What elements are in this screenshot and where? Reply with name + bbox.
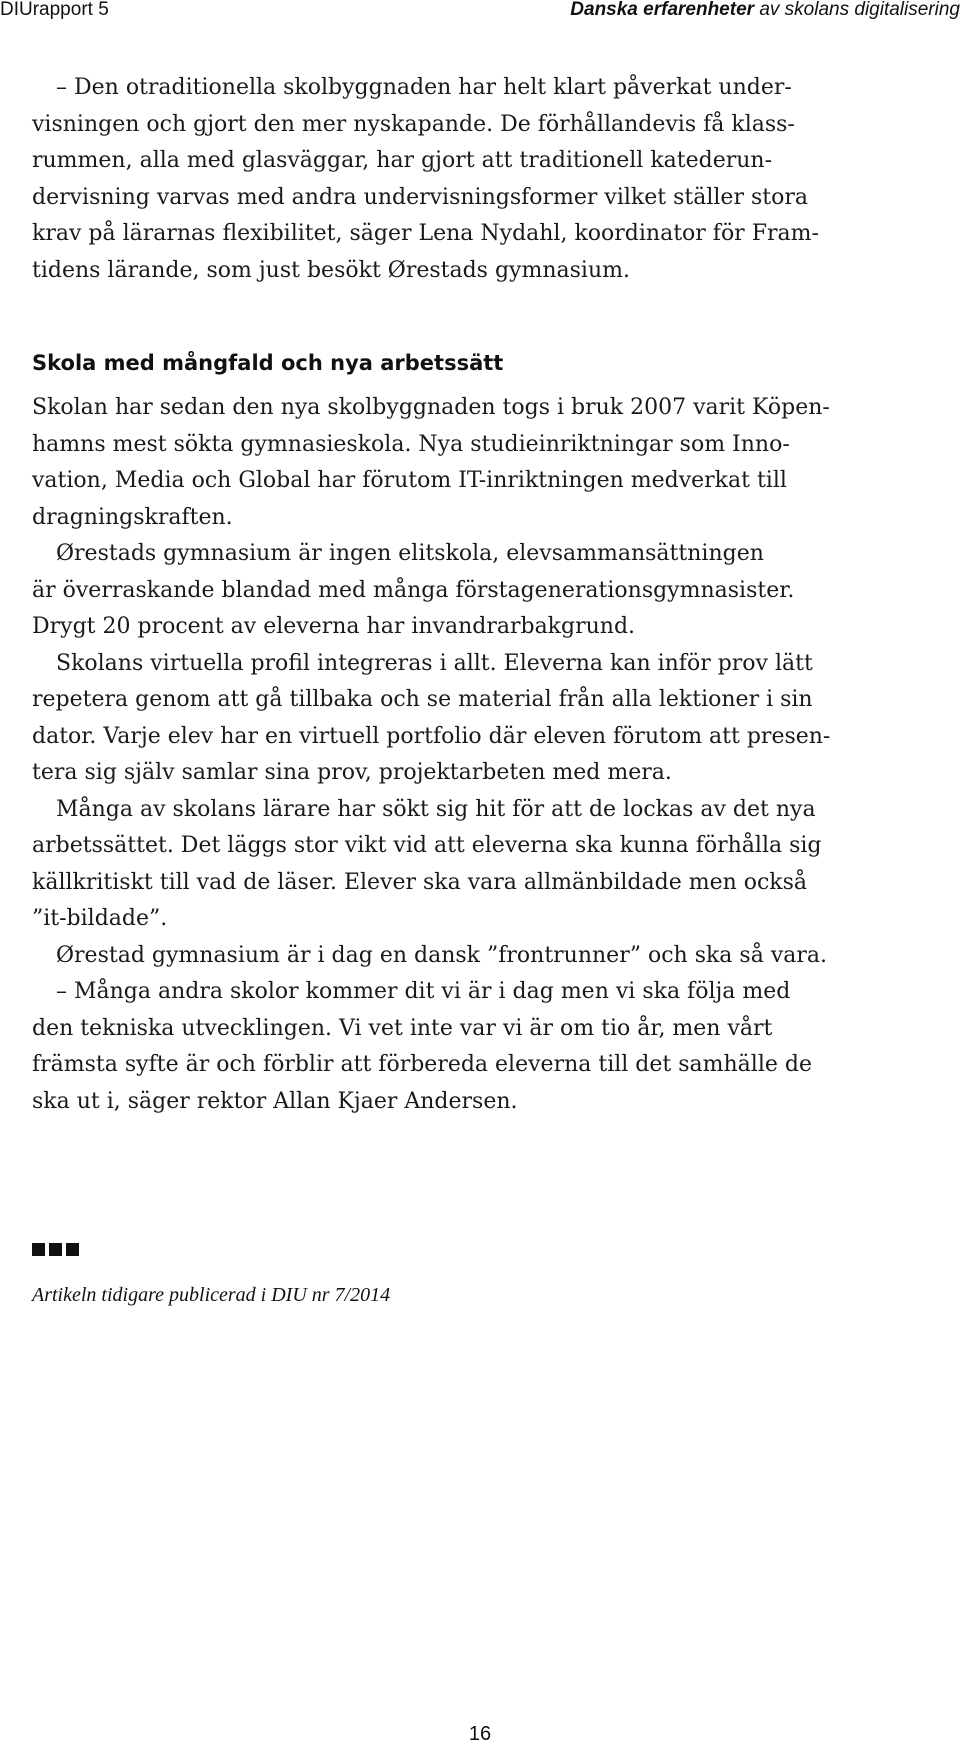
text-line: Ørestads gymnasium är ingen elitskola, elevsammansättningen [56,541,764,566]
intro-paragraph [32,70,819,289]
text-line: källkritiskt till vad de läser. Elever ska vara allmänbildade men också [32,869,808,895]
text-line: vation, Media och Global har förutom IT-inriktningen medverkat till [32,468,787,493]
text-line: dervisning varvas med andra undervisningsformer vilket ställer stora [32,184,808,210]
text-line: – Den otraditionella skolbyggnaden har helt klart påverkat under- [56,75,792,100]
text-line: repetera genom att gå tillbaka och se material från alla lektioner i sin [32,687,813,712]
text-line: Drygt 20 procent av eleverna har invandrarbakgrund. [32,614,636,639]
text-line: ska ut i, säger rektor Allan Kjaer Andersen. [32,1088,518,1114]
page-number: 16 [468,1723,492,1745]
running-header-title: DIUrapport 5 [0,0,109,20]
end-of-article-marker [32,1243,79,1256]
square-icon [49,1243,62,1256]
text-line: tera sig själv samlar sina prov, projektarbeten med mera. [32,760,672,785]
text-line: dragningskraften. [32,504,233,530]
text-line: krav på lärarnas flexibilitet, säger Lena Nydahl, koordinator för Fram- [32,221,819,246]
text-line: ”it-bildade”. [32,906,168,931]
text-line: den tekniska utvecklingen. Vi vet inte var vi är om tio år, men vårt [32,1015,773,1041]
text-line: Skolans virtuella profil integreras i allt. Eleverna kan inför prov lätt [56,650,813,676]
text-line: Skolan har sedan den nya skolbyggnaden togs i bruk 2007 varit Köpen- [32,395,830,420]
section-heading: Skola med mångfald och nya arbetssätt [32,351,504,375]
square-icon [32,1243,45,1256]
square-icon [66,1243,79,1256]
publication-credit: Artikeln tidigare publicerad i DIU nr 7/2014 [32,1284,391,1306]
text-line: – Många andra skolor kommer dit vi är i dag men vi ska följa med [56,979,791,1004]
section-body [32,390,830,1120]
running-header-subtitle-bold: Danska erfarenheter [570,0,755,20]
text-line: främsta syfte är och förblir att förbereda eleverna till det samhälle de [32,1052,812,1077]
running-header-subtitle [570,0,960,20]
text-line: tidens lärande, som just besökt Ørestads gymnasium. [32,257,630,283]
text-line: är överraskande blandad med många förstagenerationsgymnasister. [32,577,795,603]
text-line: Många av skolans lärare har sökt sig hit för att de lockas av det nya [56,796,816,822]
text-line: dator. Varje elev har en virtuell portfolio där eleven förutom att presen- [32,723,831,749]
text-line: visningen och gjort den mer nyskapande. De förhållandevis få klass- [32,111,795,137]
running-header-subtitle-rest: av skolans digitalisering [754,0,960,20]
text-line: arbetssättet. Det läggs stor vikt vid att eleverna ska kunna förhålla sig [32,833,822,858]
text-line: hamns mest sökta gymnasieskola. Nya studieinriktningar som Inno- [32,431,790,457]
text-line: Ørestad gymnasium är i dag en dansk ”frontrunner” och ska så vara. [56,942,827,968]
text-line: rummen, alla med glasväggar, har gjort att traditionell katederun- [32,148,773,173]
